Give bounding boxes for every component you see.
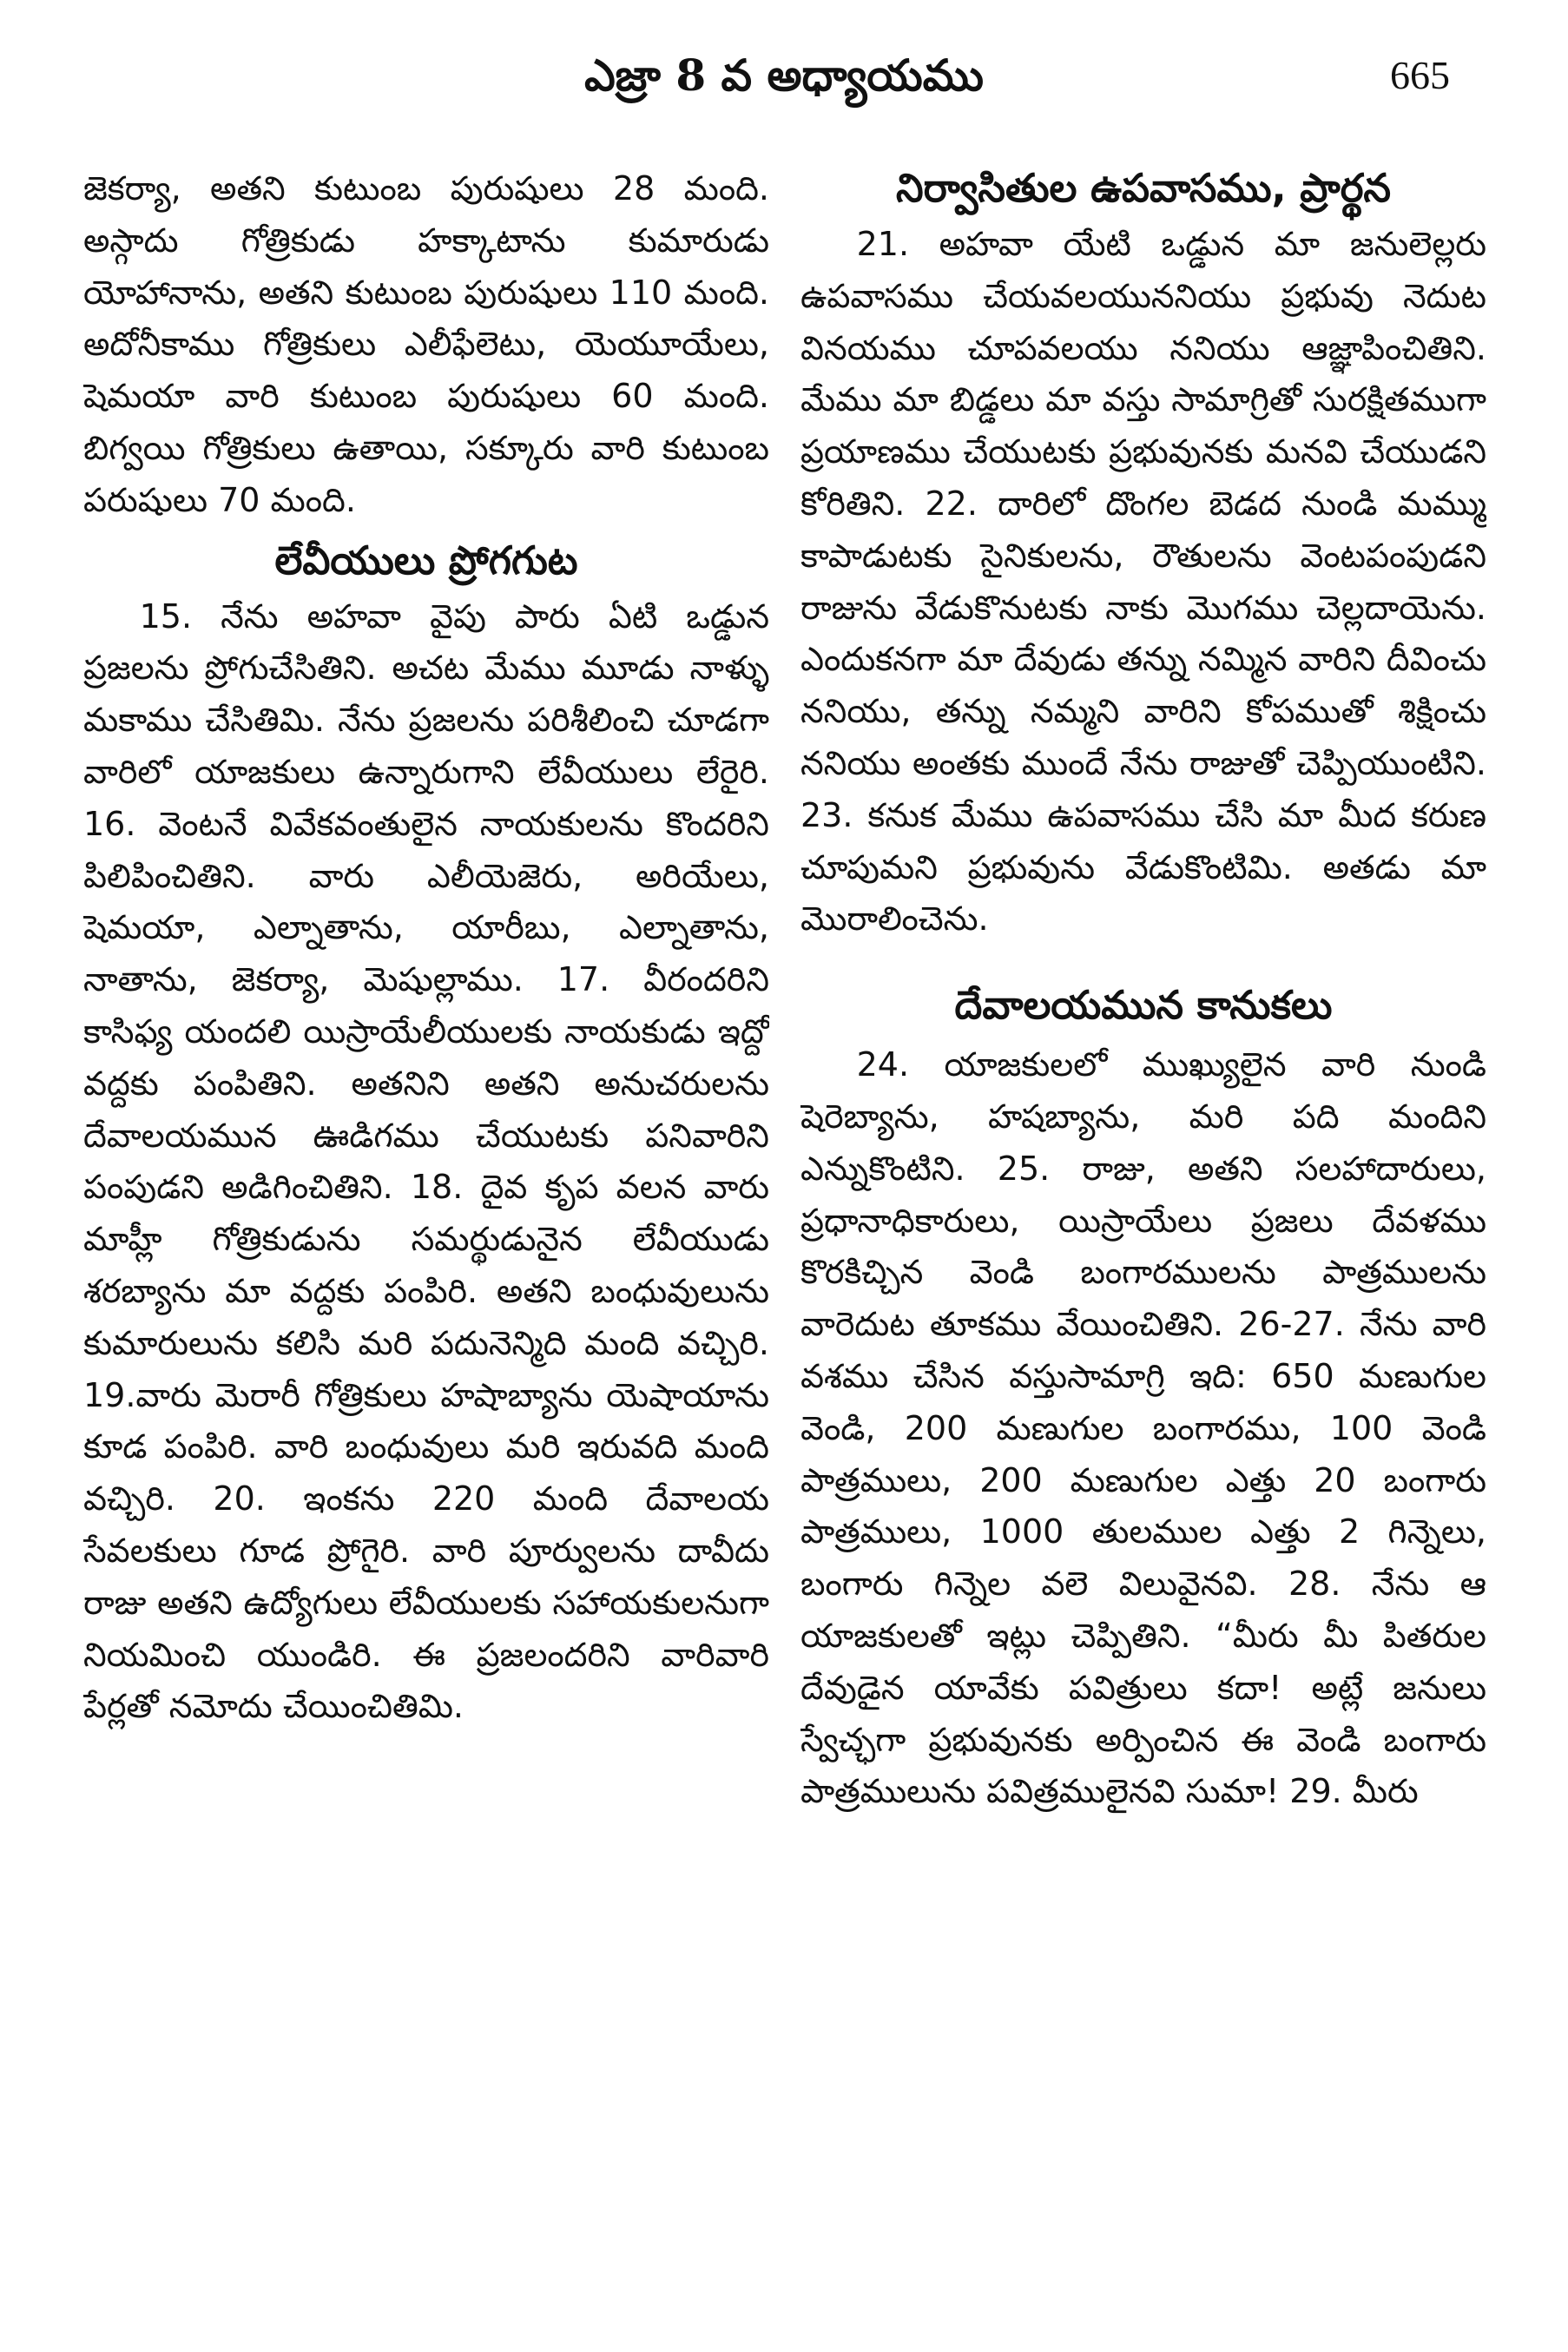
page-header — [0, 45, 1568, 106]
page-number: 665 — [1390, 53, 1450, 97]
section-heading-levites-gathered: లేవీయులు ప్రోగగుట — [274, 537, 578, 583]
section-heading-temple-offerings: దేవాలయమున కానుకలు — [954, 982, 1333, 1029]
running-title: ఎజ్రా 8 వ అధ్యాయము — [584, 49, 984, 101]
paragraph-verses-21-23: 21. అహవా యేటి ఒడ్డున మా జనులెల్లరు ఉపవాసము చేయవలయుననియు ప్రభువు నెదుట వినయము చూపవలయు ననియు ఆజ్ఞాపించితిని. మేము మా బిడ్డలు మా వస్తు సామాగ్రితో సురక్షితముగా ప్రయాణము చేయుటకు ప్రభువునకు మనవి చేయుడని కోరితిని. 22. దారిలో దొంగల బెడద నుండి మమ్ము కాపాడుటకు సైనికులను, రౌతులను వెంటపంపుడని రాజును వేడుకొనుటకు నాకు మొగము చెల్లదాయెను. ఎందుకనగా మా దేవుడు తన్ను నమ్మిన వారిని దీవించు ననియు, తన్ను నమ్మని వారిని కోపముతో శిక్షించు ననియు అంతకు ముందే నేను రాజుతో చెప్పియుంటిని. 23. కనుక మేము ఉపవాసము చేసి మా మీద కరుణ చూపుమని ప్రభువును వేడుకొంటిమి. అతడు మా మొరాలించెను. — [800, 225, 1486, 939]
paragraph-continued: జెకర్యా, అతని కుటుంబ పురుషులు 28 మంది. అస్గాదు గోత్రికుడు హక్కాటాను కుమారుడు యోహానాను, అతని కుటుంబ పురుషులు 110 మంది. అదోనీకాము గోత్రికులు ఎలీఫేలెటు, యెయూయేలు, షెమయా వారి కుటుంబ పురుషులు 60 మంది. బిగ్వయి గోత్రికులు ఉతాయి, సక్కూరు వారి కుటుంబ పరుషులు 70 మంది. — [83, 169, 769, 519]
paragraph-verses-15-20: 15. నేను అహవా వైపు పారు ఏటి ఒడ్డున ప్రజలను ప్రోగుచేసితిని. అచట మేము మూడు నాళ్ళు మకాము చేసితిమి. నేను ప్రజలను పరిశీలించి చూడగా వారిలో యాజకులు ఉన్నారుగాని లేవీయులు లేరైరి. 16. వెంటనే వివేకవంతులైన నాయకులను కొందరిని పిలిపించితిని. వారు ఎలీయెజెరు, అరియేలు, షెమయా, ఎల్నాతాను, యారీబు, ఎల్నాతాను, నాతాను, జెకర్యా, మెషుల్లాము. 17. వీరందరిని కాసిఫ్య యందలి యిస్రాయేలీయులకు నాయకుడు ఇద్దో వద్దకు పంపితిని. అతనిని అతని అనుచరులను దేవాలయమున ఊడిగము చేయుటకు పనివారిని పంపుడని అడిగించితిని. 18. దైవ కృప వలన వారు మాహ్లీ గోత్రికుడును సమర్థుడునైన లేవీయుడు శరబ్యాను మా వద్దకు పంపిరి. అతని బంధువులును కుమారులును కలిసి మరి పదునెన్మిది మంది వచ్చిరి. 19.వారు మెరారీ గోత్రికులు హషాబ్యాను యెషాయాను కూడ పంపిరి. వారి బంధువులు మరి ఇరువది మంది వచ్చిరి. 20. ఇంకను 220 మంది దేవాలయ సేవలకులు గూడ ప్రోగైరి. వారి పూర్వులను దావీదు రాజు అతని ఉద్యోగులు లేవీయులకు సహాయకులనుగా నియమించి యుండిరి. ఈ ప్రజలందరిని వారివారి పేర్లతో నమోదు చేయించితిమి. — [83, 596, 769, 1726]
section-heading-fasting-prayer: నిర్వాసితుల ఉపవాసము, ప్రార్థన — [896, 165, 1391, 211]
left-column — [83, 163, 769, 2316]
right-column — [800, 163, 1486, 2316]
paragraph-verses-24-29: 24. యాజకులలో ముఖ్యులైన వారి నుండి షెరెబ్యాను, హషబ్యాను, మరి పది మందిని ఎన్నుకొంటిని. 25. రాజు, అతని సలహాదారులు, ప్రధానాధికారులు, యిస్రాయేలు ప్రజలు దేవళము కొరకిచ్చిన వెండి బంగారములను పాత్రములను వారెదుట తూకము వేయించితిని. 26-27. నేను వారి వశము చేసిన వస్తుసామాగ్రి ఇది: 650 మణుగుల వెండి, 200 మణుగుల బంగారము, 100 వెండి పాత్రములు, 200 మణుగుల ఎత్తు 20 బంగారు పాత్రములు, 1000 తులముల ఎత్తు 2 గిన్నెలు, బంగారు గిన్నెల వలె విలువైనవి. 28. నేను ఆ యాజకులతో ఇట్లు చెప్పితిని. “మీరు మీ పితరుల దేవుడైన యావేకు పవిత్రులు కదా! అట్లే జనులు స్వేచ్ఛగా ప్రభువునకు అర్పించిన ఈ వెండి బంగారు పాత్రములును పవిత్రములైనవి సుమా! 29. మీరు — [800, 1045, 1486, 1811]
